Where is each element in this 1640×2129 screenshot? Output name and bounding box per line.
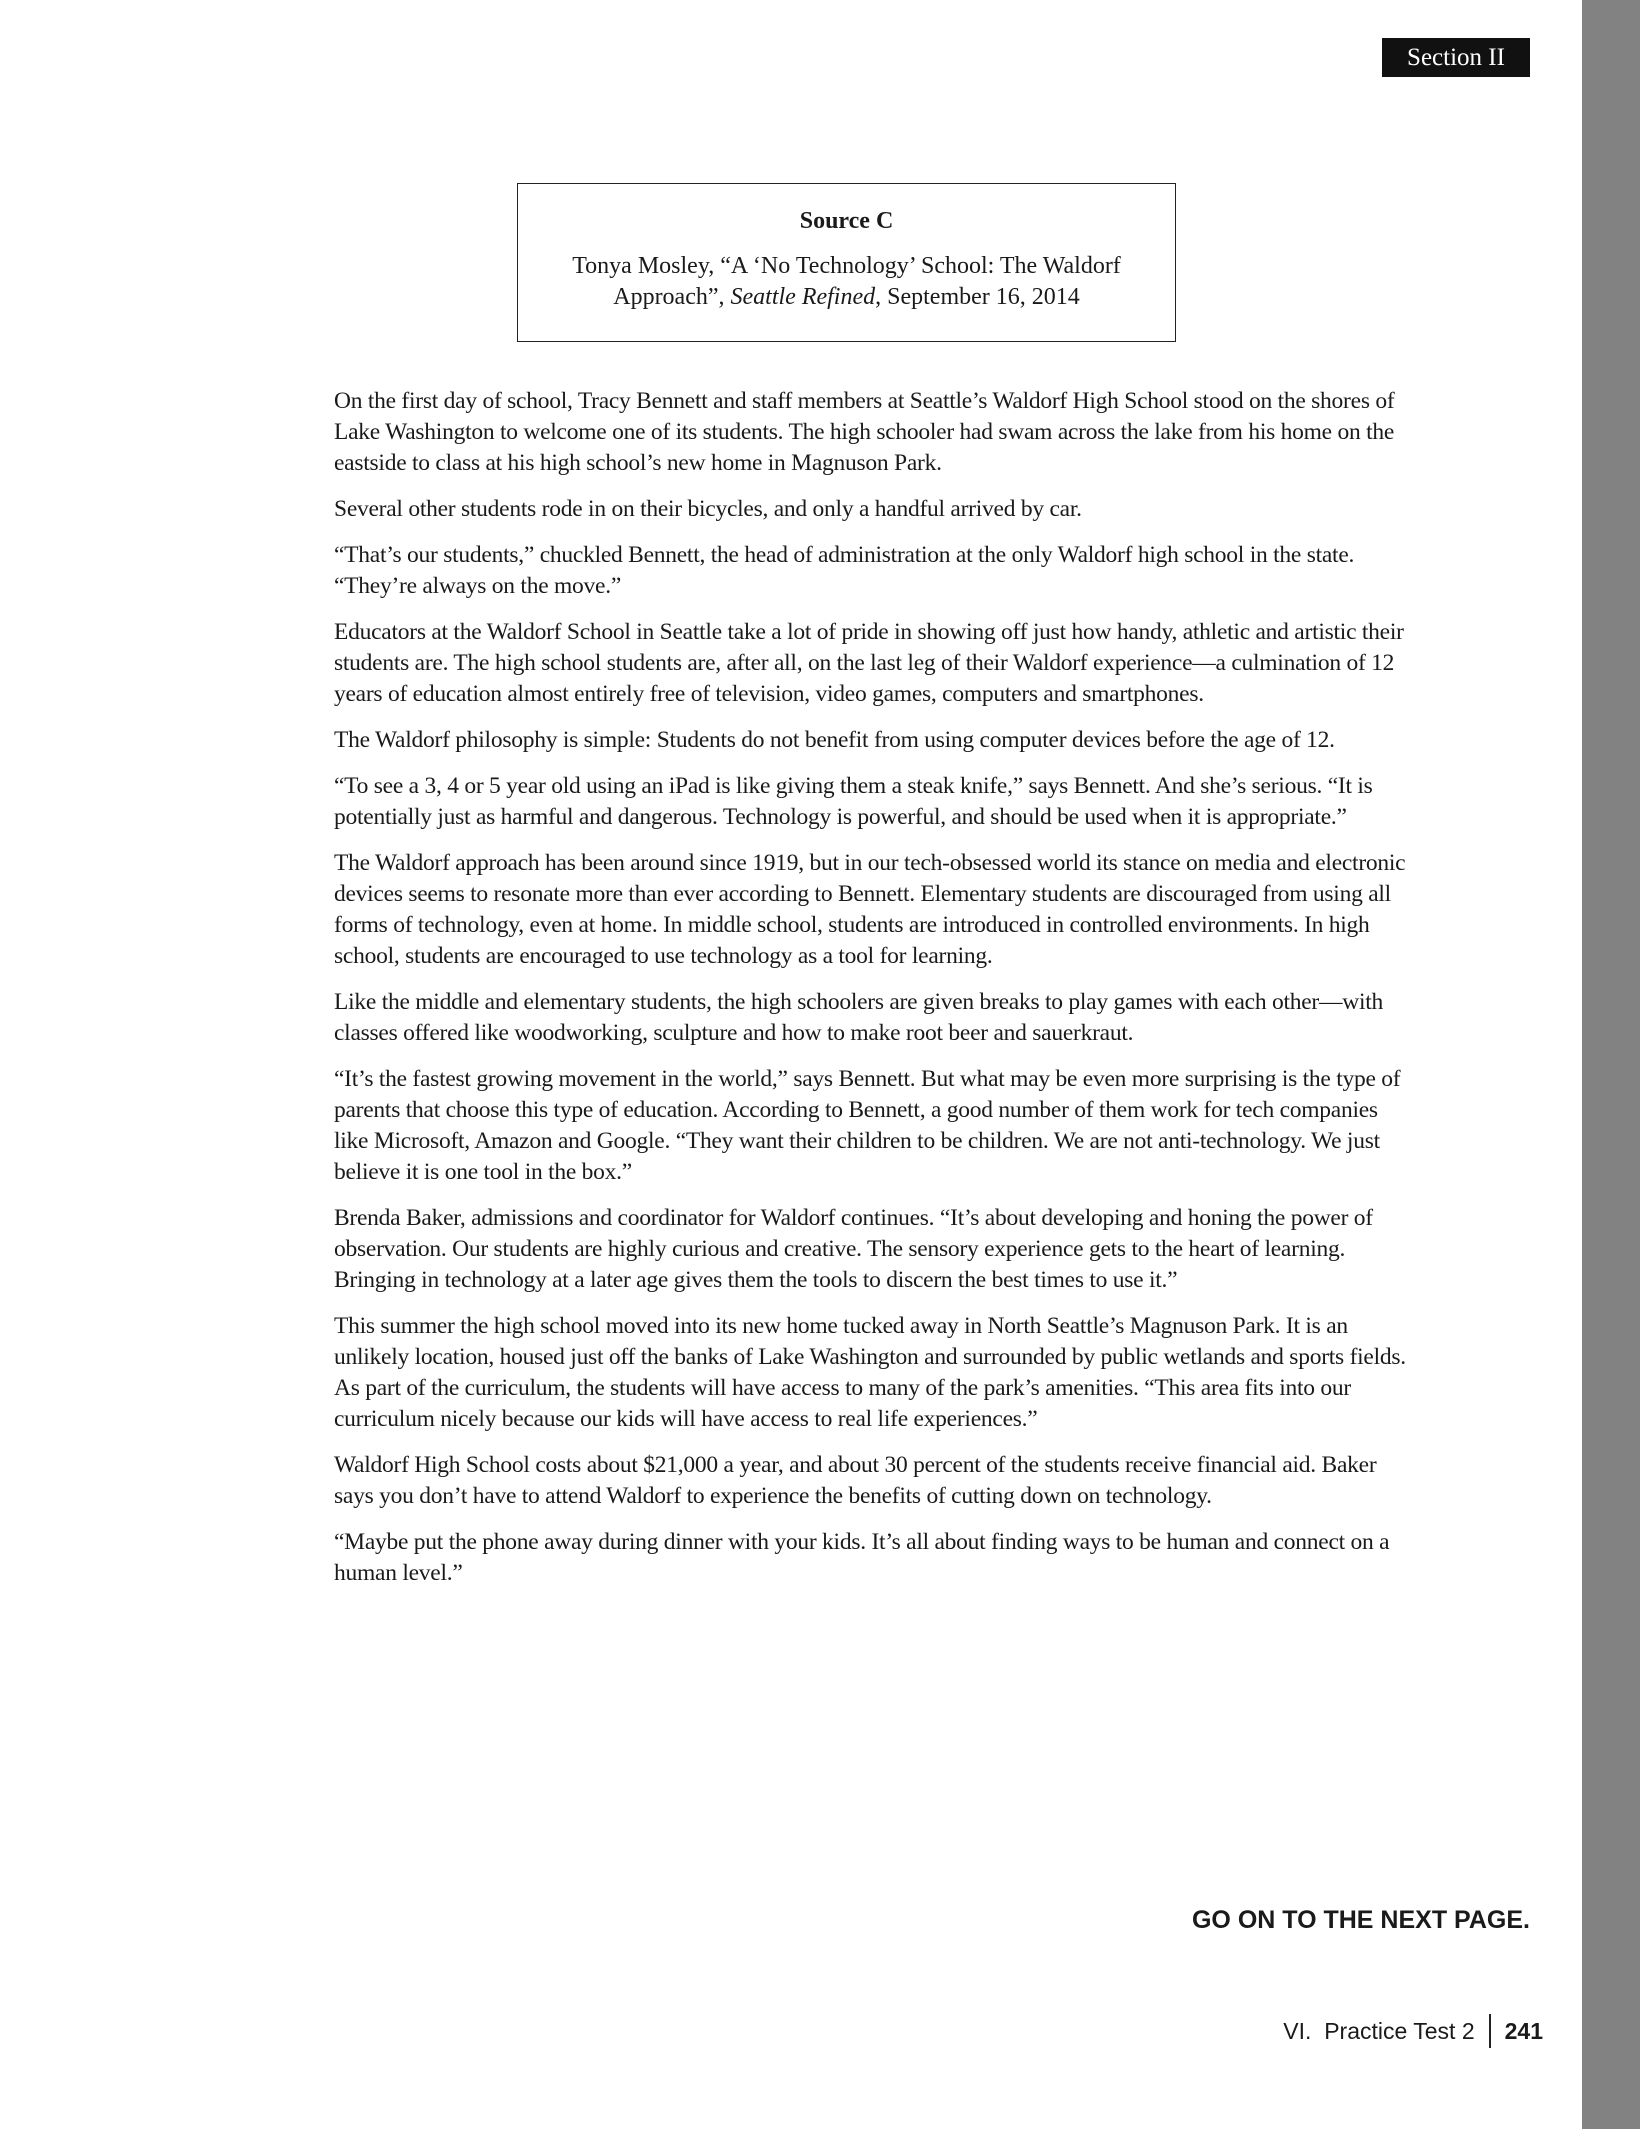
citation-line1: Tonya Mosley, “A ‘No Technology’ School: The Waldorf — [572, 253, 1121, 279]
paragraph: This summer the high school moved into its new home tucked away in North Seattle’s Magnuson Park. It is an unlikely location, housed just off the banks of Lake Washington and surrounded by public wetlands and sports fields. As part of the curriculum, the students will have access to many of the park’s amenities. “This area fits into our curriculum nicely because our kids will have access to real life experiences.” — [334, 1313, 1406, 1432]
source-citation — [518, 251, 1175, 313]
paragraph: “Maybe put the phone away during dinner with your kids. It’s all about finding ways to be human and connect on a human level.” — [334, 1529, 1390, 1586]
paragraph: Educators at the Waldorf School in Seattle take a lot of pride in showing off just how handy, athletic and artistic their students are. The high school students are, after all, on the last leg of their Waldorf experience—a culmination of 12 years of education almost entirely free of television, video games, computers and smartphones. — [334, 619, 1404, 707]
page-footer — [1283, 2014, 1543, 2048]
source-box — [517, 183, 1176, 342]
next-page-notice: GO ON TO THE NEXT PAGE. — [1191, 1906, 1530, 1934]
footer-chapter: VI. Practice Test 2 — [1283, 2017, 1475, 2044]
paragraph: “To see a 3, 4 or 5 year old using an iPad is like giving them a steak knife,” says Bennett. And she’s serious. “It is potentially just as harmful and dangerous. Technology is powerful, and should be used when it is appropriate.” — [334, 773, 1373, 830]
paragraph: Like the middle and elementary students, the high schoolers are given breaks to play games with each other—with classes offered like woodworking, sculpture and how to make root beer and sauerkraut. — [334, 989, 1384, 1046]
footer-divider — [1489, 2014, 1491, 2048]
paragraph: “That’s our students,” chuckled Bennett, the head of administration at the only Waldorf high school in the state. “They’re always on the move.” — [334, 542, 1355, 599]
paragraph: Waldorf High School costs about $21,000 a year, and about 30 percent of the students receive financial aid. Baker says you don’t have to attend Waldorf to experience the benefits of cutting down on technology. — [334, 1452, 1377, 1509]
article-body — [334, 386, 1414, 1604]
page-edge-bar — [1582, 0, 1640, 2129]
paragraph: The Waldorf philosophy is simple: Students do not benefit from using computer devices before the age of 12. — [334, 727, 1335, 753]
citation-date: , September 16, 2014 — [875, 284, 1080, 310]
paragraph: “It’s the fastest growing movement in the world,” says Bennett. But what may be even more surprising is the type of parents that choose this type of education. According to Bennett, a good number of them work for tech companies like Microsoft, Amazon and Google. “They want their children to be children. We are not anti-technology. We just believe it is one tool in the box.” — [334, 1066, 1401, 1185]
page-number: 241 — [1504, 2017, 1543, 2044]
source-title: Source C — [799, 208, 894, 234]
paragraph: Several other students rode in on their bicycles, and only a handful arrived by car. — [334, 496, 1082, 522]
paragraph: Brenda Baker, admissions and coordinator for Waldorf continues. “It’s about developing and honing the power of observation. Our students are highly curious and creative. The sensory experience gets to the heart of learning. Bringing in technology at a later age gives them the tools to discern the best times to use it.” — [334, 1205, 1373, 1293]
citation-prefix: Approach”, — [613, 284, 731, 310]
paragraph: On the first day of school, Tracy Bennett and staff members at Seattle’s Waldorf High School stood on the shores of Lake Washington to welcome one of its students. The high schooler had swam across the lake from his home on the eastside to class at his high school’s new home in Magnuson Park. — [334, 388, 1395, 476]
paragraph: The Waldorf approach has been around since 1919, but in our tech-obsessed world its stance on media and electronic devices seems to resonate more than ever according to Bennett. Elementary students are discouraged from using all forms of technology, even at home. In middle school, students are introduced in controlled environments. In high school, students are encouraged to use technology as a tool for learning. — [334, 850, 1406, 969]
section-label: Section II — [1382, 38, 1530, 77]
citation-publication: Seattle Refined — [730, 284, 876, 310]
